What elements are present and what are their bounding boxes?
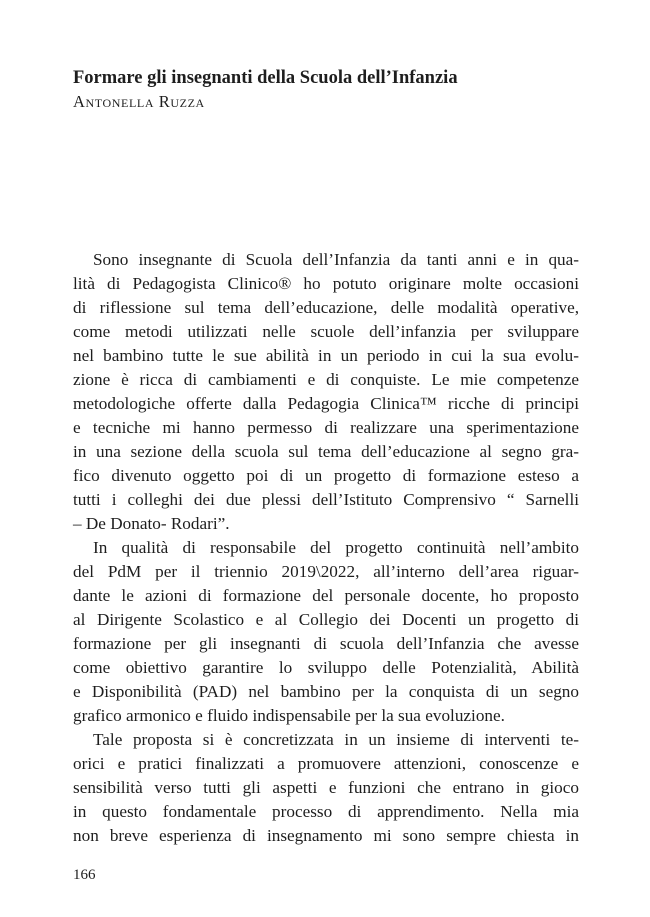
text-line: in una sezione della scuola sul tema dell’educazione al segno gra- [73, 442, 579, 461]
text-line: metodologiche offerte dalla Pedagogia Clinica™ ricche di principi [73, 394, 579, 413]
text-line: tutti i colleghi dei due plessi dell’Istituto Comprensivo “ Sarnelli [73, 490, 579, 509]
article-author: Antonella Ruzza [73, 92, 205, 111]
text-line: Tale proposta si è concretizzata in un insieme di interventi te- [93, 730, 579, 749]
text-line: Sono insegnante di Scuola dell’Infanzia da tanti anni e in qua- [93, 250, 579, 269]
text-line: dante le azioni di formazione del personale docente, ho proposto [73, 586, 579, 605]
text-line: nel bambino tutte le sue abilità in un periodo in cui la sua evolu- [73, 346, 579, 365]
text-line: al Dirigente Scolastico e al Collegio dei Docenti un progetto di [73, 610, 579, 629]
text-line: fico divenuto oggetto poi di un progetto di formazione esteso a [73, 466, 579, 485]
text-line: in questo fondamentale processo di apprendimento. Nella mia [73, 802, 579, 821]
text-line: zione è ricca di cambiamenti e di conquiste. Le mie competenze [73, 370, 579, 389]
text-line: sensibilità verso tutti gli aspetti e funzioni che entrano in gioco [73, 778, 579, 797]
text-line: di riflessione sul tema dell’educazione, delle modalità operative, [73, 298, 579, 317]
text-line: In qualità di responsabile del progetto continuità nell’ambito [93, 538, 579, 557]
text-line: e tecniche mi hanno permesso di realizzare una sperimentazione [73, 418, 579, 437]
text-line: del PdM per il triennio 2019\2022, all’interno dell’area riguar- [73, 562, 579, 581]
article-body [73, 248, 579, 848]
text-line: e Disponibilità (PAD) nel bambino per la conquista di un segno [73, 682, 579, 701]
text-line: non breve esperienza di insegnamento mi sono sempre chiesta in [73, 826, 579, 845]
text-line: formazione per gli insegnanti di scuola dell’Infanzia che avesse [73, 634, 579, 653]
text-line: orici e pratici finalizzati a promuovere attenzioni, conoscenze e [73, 754, 579, 773]
text-line: come metodi utilizzati nelle scuole dell’infanzia per sviluppare [73, 322, 579, 341]
text-line: – De Donato- Rodari”. [73, 514, 230, 533]
article-title: Formare gli insegnanti della Scuola dell’Infanzia [73, 68, 458, 88]
text-line: come obiettivo garantire lo sviluppo delle Potenzialità, Abilità [73, 658, 579, 677]
text-line: grafico armonico e fluido indispensabile per la sua evoluzione. [73, 706, 505, 725]
page-number: 166 [73, 867, 96, 883]
text-line: lità di Pedagogista Clinico® ho potuto originare molte occasioni [73, 274, 579, 293]
